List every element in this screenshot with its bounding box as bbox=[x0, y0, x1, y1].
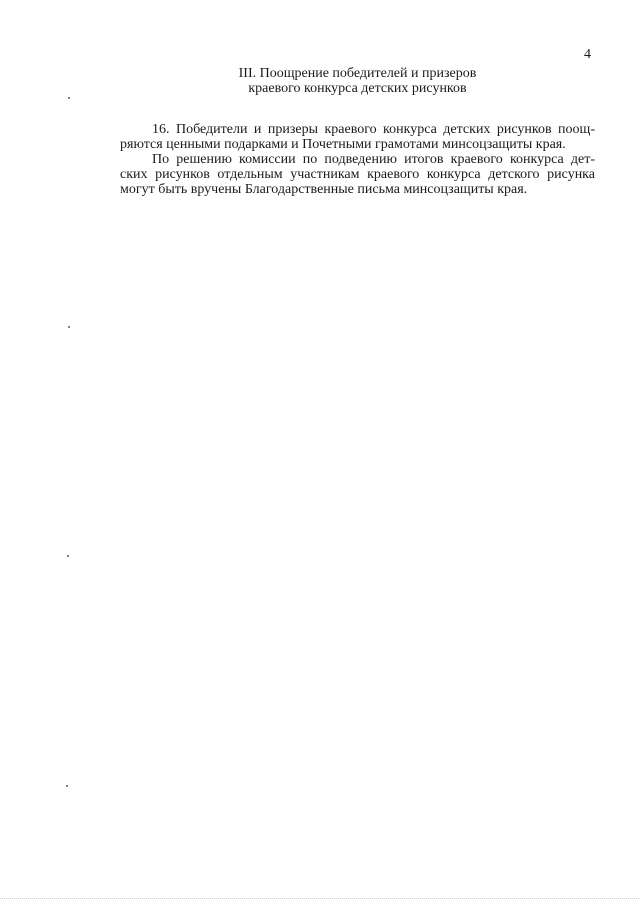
binding-hole-mark bbox=[67, 555, 69, 557]
section-heading-line-2: краевого конкурса детских рисунков bbox=[248, 81, 467, 96]
section-heading bbox=[120, 66, 595, 96]
binding-hole-mark bbox=[68, 97, 70, 99]
text-line: могут быть вручены Благодарственные письма минсоцзащиты края. bbox=[120, 182, 528, 197]
text-line: 16. Победители и призеры краевого конкурса детских рисунков поощ- bbox=[152, 122, 595, 137]
binding-hole-mark bbox=[68, 326, 70, 328]
binding-hole-mark bbox=[66, 785, 68, 787]
paragraph-commission-decision bbox=[120, 152, 595, 197]
body-text bbox=[120, 122, 595, 197]
paragraph-16 bbox=[120, 122, 595, 152]
page-bottom-edge bbox=[0, 898, 639, 900]
section-heading-line-1: III. Поощрение победителей и призеров bbox=[238, 66, 477, 81]
page-number: 4 bbox=[584, 47, 591, 62]
text-line: ских рисунков отдельным участникам краевого конкурса детского рисунка bbox=[120, 167, 595, 182]
text-line: ряются ценными подарками и Почетными грамотами минсоцзащиты края. bbox=[120, 137, 566, 152]
text-line: По решению комиссии по подведению итогов краевого конкурса дет- bbox=[152, 152, 595, 167]
